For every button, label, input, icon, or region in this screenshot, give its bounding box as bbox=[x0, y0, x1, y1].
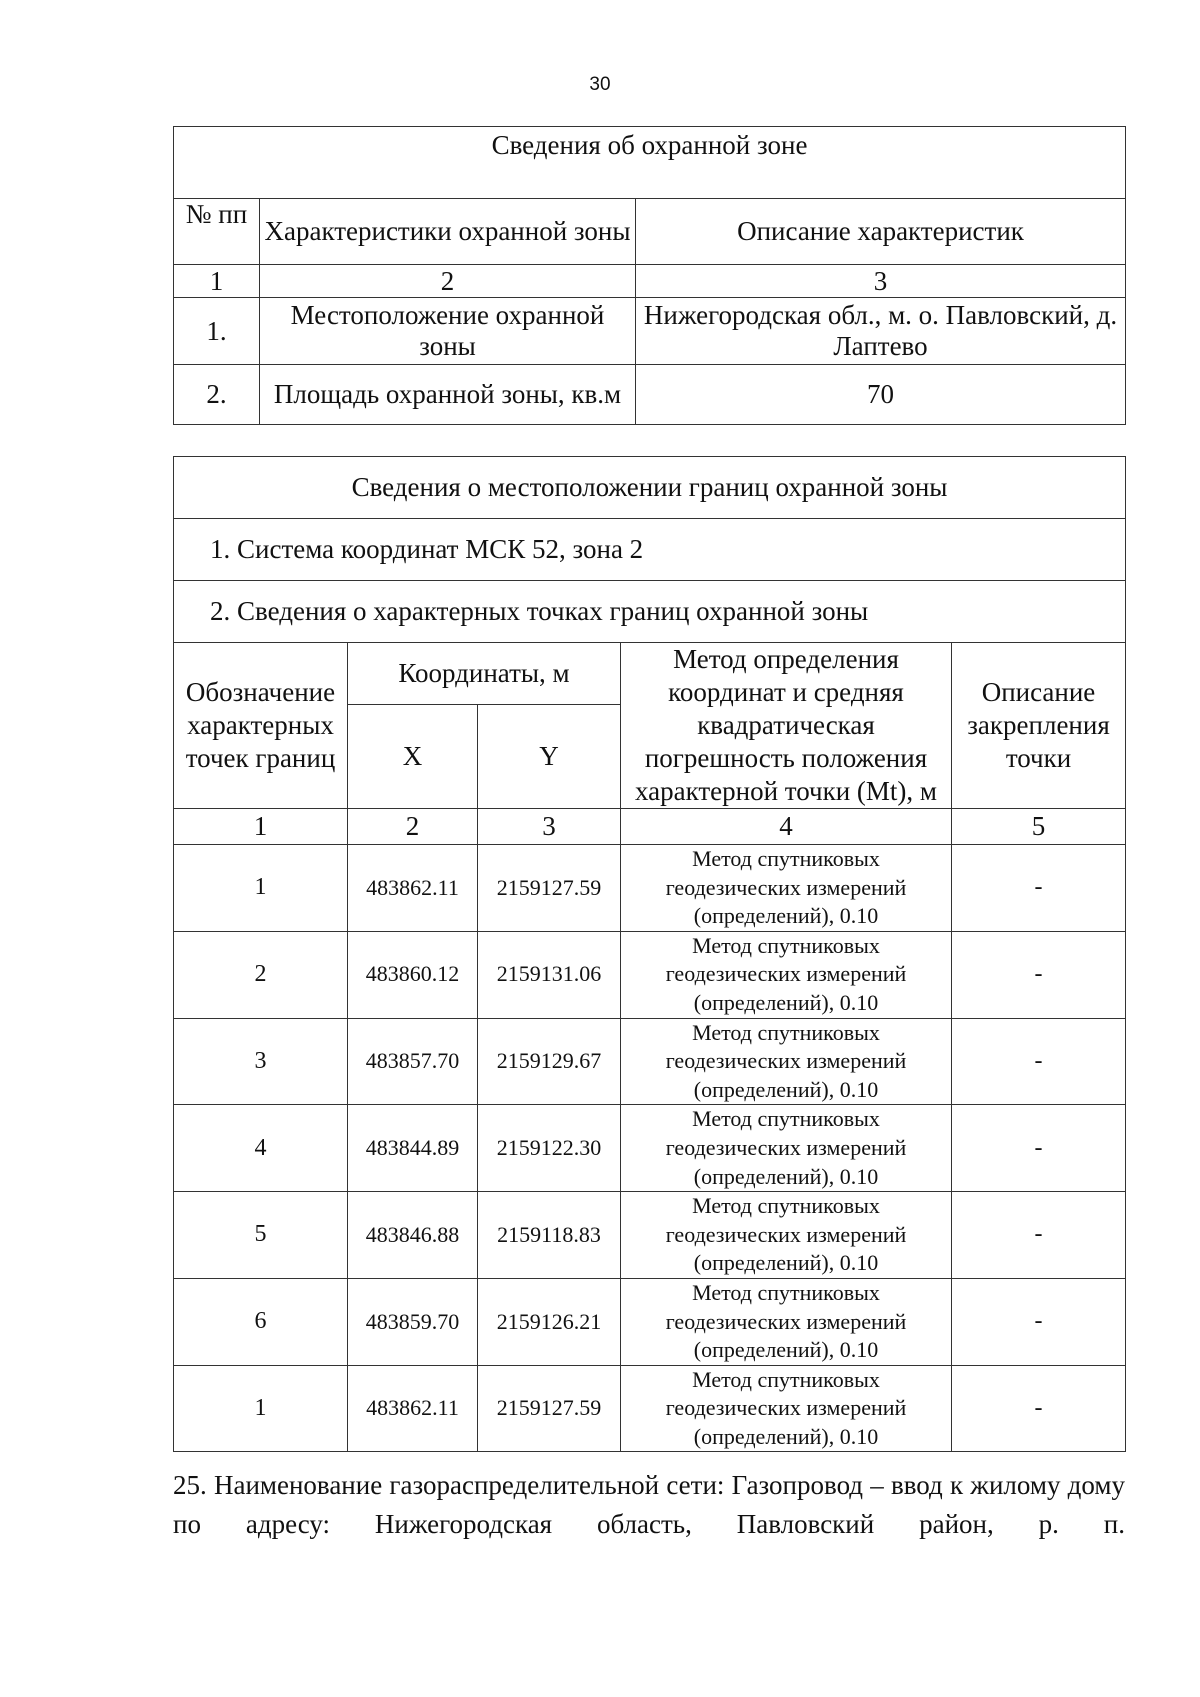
row-characteristic: Площадь охранной зоны, кв.м bbox=[260, 365, 636, 425]
point-fixing: - bbox=[952, 1192, 1126, 1279]
col-number: 1 bbox=[174, 809, 348, 845]
header-fixing: Описание закрепления точки bbox=[952, 643, 1126, 809]
point-id: 4 bbox=[174, 1105, 348, 1192]
point-fixing: - bbox=[952, 1365, 1126, 1452]
point-fixing: - bbox=[952, 1105, 1126, 1192]
table-row bbox=[174, 1105, 1126, 1192]
point-x: 483857.70 bbox=[348, 1018, 478, 1105]
point-y: 2159127.59 bbox=[478, 1365, 621, 1452]
table-row bbox=[174, 1018, 1126, 1105]
point-y: 2159118.83 bbox=[478, 1192, 621, 1279]
point-id: 1 bbox=[174, 845, 348, 932]
point-id: 1 bbox=[174, 1365, 348, 1452]
paragraph-text: 25. Наименование газораспределительной сети: Газопровод – ввод к жилому дому по адресу: Нижегородская область, Павловский район, р. п. bbox=[173, 1470, 1125, 1539]
col-number: 2 bbox=[260, 265, 636, 298]
point-method: Метод спутниковых геодезических измерений (определений), 0.10 bbox=[621, 1365, 952, 1452]
point-y: 2159127.59 bbox=[478, 845, 621, 932]
point-y: 2159126.21 bbox=[478, 1278, 621, 1365]
table-row bbox=[174, 1365, 1126, 1452]
table-row bbox=[174, 845, 1126, 932]
table-row bbox=[174, 298, 1126, 365]
point-fixing: - bbox=[952, 1278, 1126, 1365]
point-x: 483860.12 bbox=[348, 931, 478, 1018]
boundary-title: Сведения о местоположении границ охранной зоны bbox=[174, 457, 1126, 519]
header-x: X bbox=[348, 705, 478, 809]
table-row bbox=[174, 1192, 1126, 1279]
zone-info-title: Сведения об охранной зоне bbox=[174, 127, 1126, 199]
point-method: Метод спутниковых геодезических измерений (определений), 0.10 bbox=[621, 931, 952, 1018]
row-description: 70 bbox=[636, 365, 1126, 425]
point-x: 483846.88 bbox=[348, 1192, 478, 1279]
table-row bbox=[174, 931, 1126, 1018]
row-description: Нижегородская обл., м. о. Павловский, д. Лаптево bbox=[636, 298, 1126, 365]
header-number: № пп bbox=[174, 199, 260, 265]
header-description: Описание характеристик bbox=[636, 199, 1126, 265]
point-method: Метод спутниковых геодезических измерений (определений), 0.10 bbox=[621, 1278, 952, 1365]
header-coordinates: Координаты, м bbox=[348, 643, 621, 705]
col-number: 3 bbox=[478, 809, 621, 845]
row-characteristic: Местоположение охранной зоны bbox=[260, 298, 636, 365]
point-method: Метод спутниковых геодезических измерений (определений), 0.10 bbox=[621, 1192, 952, 1279]
point-x: 483862.11 bbox=[348, 1365, 478, 1452]
point-y: 2159131.06 bbox=[478, 931, 621, 1018]
coord-system: 1. Система координат МСК 52, зона 2 bbox=[174, 519, 1126, 581]
point-id: 2 bbox=[174, 931, 348, 1018]
col-number: 4 bbox=[621, 809, 952, 845]
row-number: 2. bbox=[174, 365, 260, 425]
point-id: 5 bbox=[174, 1192, 348, 1279]
point-y: 2159129.67 bbox=[478, 1018, 621, 1105]
header-characteristic: Характеристики охранной зоны bbox=[260, 199, 636, 265]
point-y: 2159122.30 bbox=[478, 1105, 621, 1192]
col-number: 2 bbox=[348, 809, 478, 845]
point-id: 3 bbox=[174, 1018, 348, 1105]
point-method: Метод спутниковых геодезических измерений (определений), 0.10 bbox=[621, 1105, 952, 1192]
col-number: 1 bbox=[174, 265, 260, 298]
table-row bbox=[174, 1278, 1126, 1365]
page-number: 30 bbox=[589, 74, 611, 95]
point-method: Метод спутниковых геодезических измерений (определений), 0.10 bbox=[621, 845, 952, 932]
points-body bbox=[174, 845, 1126, 1452]
point-fixing: - bbox=[952, 931, 1126, 1018]
point-fixing: - bbox=[952, 1018, 1126, 1105]
point-x: 483844.89 bbox=[348, 1105, 478, 1192]
point-x: 483862.11 bbox=[348, 845, 478, 932]
header-y: Y bbox=[478, 705, 621, 809]
point-id: 6 bbox=[174, 1278, 348, 1365]
boundary-table bbox=[173, 456, 1126, 1452]
point-x: 483859.70 bbox=[348, 1278, 478, 1365]
point-fixing: - bbox=[952, 845, 1126, 932]
col-number: 5 bbox=[952, 809, 1126, 845]
header-method: Метод определения координат и средняя квадратическая погрешность положения характерной точки (Mt), м bbox=[621, 643, 952, 809]
row-number: 1. bbox=[174, 298, 260, 365]
table-row bbox=[174, 365, 1126, 425]
point-method: Метод спутниковых геодезических измерений (определений), 0.10 bbox=[621, 1018, 952, 1105]
header-designation: Обозначение характерных точек границ bbox=[174, 643, 348, 809]
col-number: 3 bbox=[636, 265, 1126, 298]
zone-info-table bbox=[173, 126, 1126, 425]
points-title: 2. Сведения о характерных точках границ охранной зоны bbox=[174, 581, 1126, 643]
